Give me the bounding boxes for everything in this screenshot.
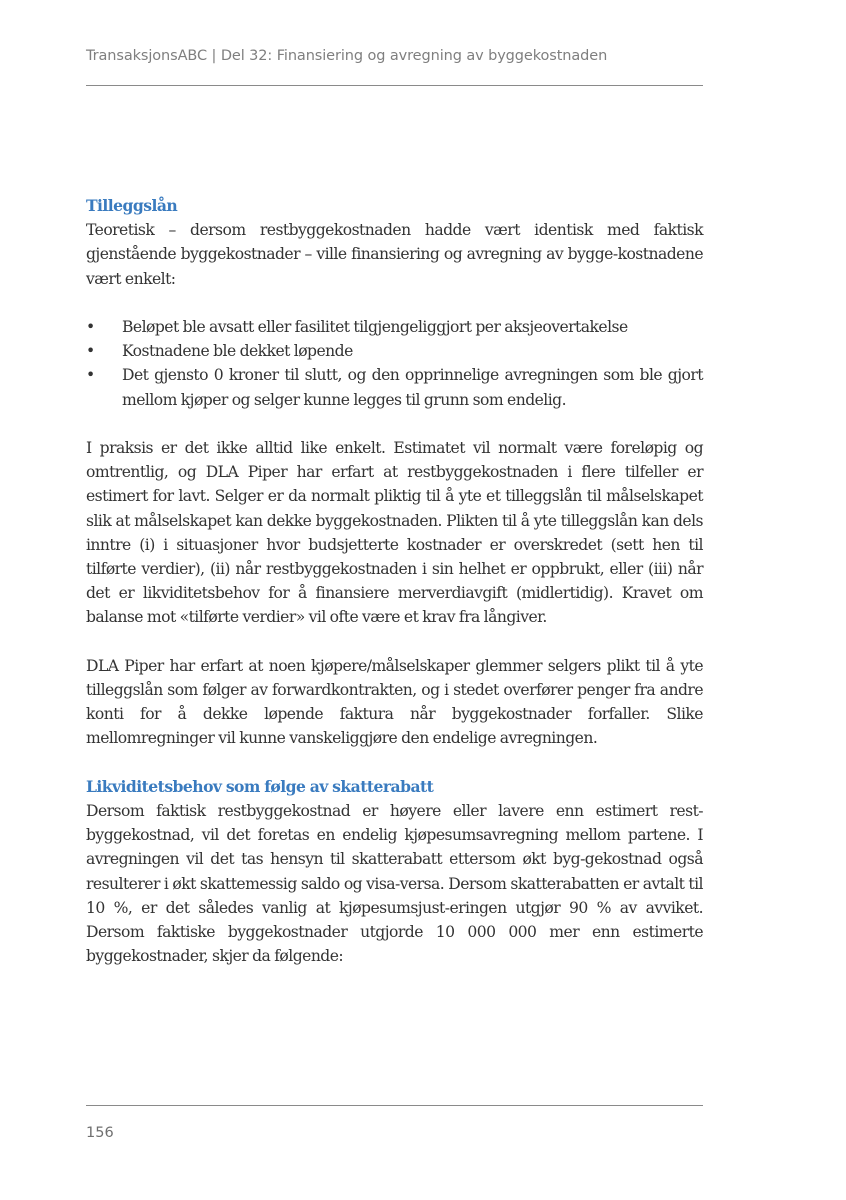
bullet-text: Kostnadene ble dekket løpende: [122, 342, 353, 361]
bullet-item: [86, 339, 703, 363]
bullet-icon: •: [86, 318, 95, 336]
body-text: [86, 194, 703, 968]
paragraph-spacer: [86, 751, 703, 775]
bullet-item: [86, 315, 703, 339]
paragraph-practice: I praksis er det ikke alltid like enkelt. Estimatet vil normalt være foreløpig og omtrentlig, og DLA Piper har erfart at restbyggekostnaden i flere tilfeller er estimert for lavt. Selger er da normalt pliktig til å yte et tilleggslån til målselskapet slik at målselskapet kan dekke byggekostnaden. Plikten til å yte tilleggslån kan dels inntre (i) i situasjoner hvor budsjetterte kostnader er overskredet (sett hen til tilførte verdier), (ii) når restbyggekostnaden i sin helhet er oppbrukt, eller (iii) når det er likviditetsbehov for å finansiere merverdiavgift (midlertidig). Kravet om balanse mot «tilførte verdier» vil ofte være et krav fra långiver.: [86, 439, 703, 627]
bullet-text: Beløpet ble avsatt eller fasilitet tilgjengeliggjort per aksjeovertakelse: [122, 318, 628, 336]
paragraph-experience: DLA Piper har erfart at noen kjøpere/målselskaper glemmer selgers plikt til å yte tilleggslån som følger av forwardkontrakten, og i stedet overfører penger fra andre konti for å dekke løpende faktura når byggekostnader forfaller. Slike mellomregninger vil kunne vanskeliggjøre den endelige avregningen.: [86, 656, 703, 748]
bullet-icon: •: [86, 342, 95, 361]
bullet-item: [86, 363, 703, 411]
paragraph-skatterabatt: Dersom faktisk restbyggekostnad er høyere eller lavere enn estimert rest-byggekostnad, vil det foretas en endelig kjøpesumsavregning mellom partene. I avregningen vil det tas hensyn til skatterabatt ettersom økt byg-gekostnad også resulterer i økt skattemessig saldo og visa-versa. Dersom skatterabatten er avtalt til 10 %, er det således vanlig at kjøpesumsjust-eringen utgjør 90 % av avviket. Dersom faktiske byggekostnader utgjorde 10 000 000 mer enn estimerte byggekostnader, skjer da følgende:: [86, 802, 703, 966]
footer-divider: [86, 1105, 703, 1106]
paragraph-spacer: [86, 291, 703, 315]
bullet-list: [86, 315, 703, 412]
page-number: 156: [86, 1125, 114, 1141]
running-header: TransaksjonsABC | Del 32: Finansiering og avregning av byggekostnaden: [86, 48, 608, 64]
bullet-text: Det gjensto 0 kroner til slutt, og den opprinnelige avregningen som ble gjort mellom kjøper og selger kunne legges til grunn som endelig.: [122, 366, 703, 409]
section-heading-likviditetsbehov: Likviditetsbehov som følge av skatterabatt: [86, 776, 434, 796]
document-page: [86, 0, 703, 1200]
header-divider: [86, 85, 703, 86]
paragraph-intro: Teoretisk – dersom restbyggekostnaden hadde vært identisk med faktisk gjenstående byggekostnader – ville finansiering og avregning av bygge-kostnadene vært enkelt:: [86, 221, 703, 288]
paragraph-spacer: [86, 630, 703, 654]
bullet-icon: •: [86, 366, 95, 385]
paragraph-spacer: [86, 412, 703, 436]
section-heading-tilleggslan: Tilleggslån: [86, 196, 178, 215]
